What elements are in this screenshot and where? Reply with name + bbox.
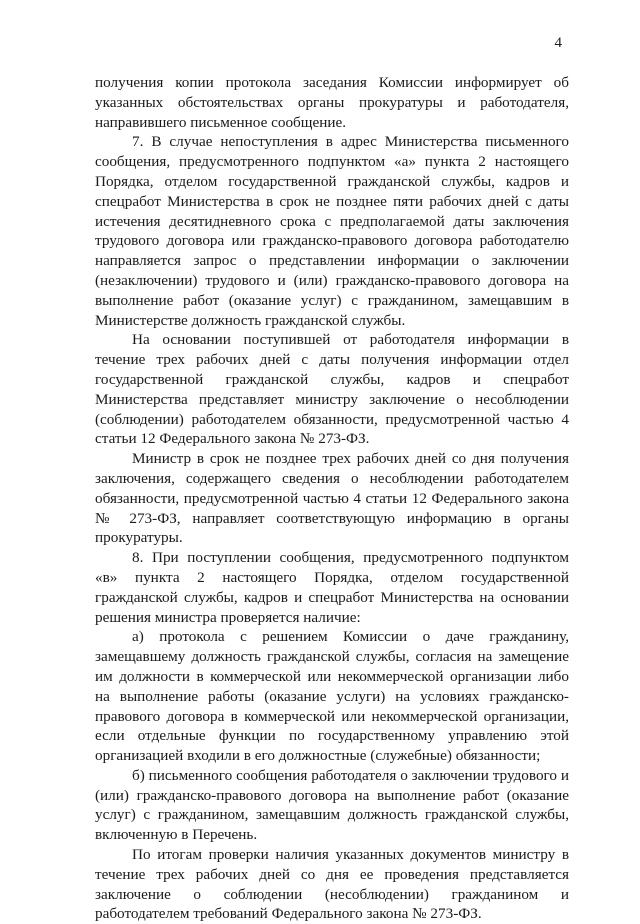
paragraph-subitem-b: б) письменного сообщения работодателя о заключении трудового и (или) гражданско-правового договора на выполнение работ (оказание услуг) с гражданином, замещавшим должность гражданской службы, включенную в Перечень. [95, 766, 569, 844]
paragraph-item-8: 8. При поступлении сообщения, предусмотренного подпунктом «в» пункта 2 настоящего Порядка, отделом государственной гражданской службы, кадров и спецработ Министерства на основании решения министра проверяется наличие: [95, 549, 569, 626]
paragraph-employer-info: На основании поступившей от работодателя информации в течение трех рабочих дней с даты получения информации отдел государственной гражданской службы, кадров и спецработ Министерства представляет министру заключение о несоблюдении (соблюдении) работодателем обязанности, предусмотренной частью 4 статьи 12 Федерального закона № 273-ФЗ. [95, 331, 569, 448]
paragraph-check-results: По итогам проверки наличия указанных документов министру в течение трех рабочих дней со дня ее проведения представляется заключение о соблюдении (несоблюдении) гражданином и работодателем требований Федерального закона № 273-ФЗ. [95, 846, 569, 923]
paragraph-item-7: 7. В случае непоступления в адрес Министерства письменного сообщения, предусмотренного подпунктом «а» пункта 2 настоящего Порядка, отделом государственной гражданской службы, кадров и спецработ Министерства в срок не позднее пяти рабочих дней с даты истечения десятидневного срока с предполагаемой даты заключения трудового договора или гражданско-правового договора работодателю направляется запрос о представлении информации о заключении (незаключении) трудового и (или) гражданско-правового договора на выполнение работ (оказание услуг) с гражданином, замещавшим в Министерстве должность гражданской службы. [95, 133, 569, 329]
document-body [95, 73, 569, 924]
paragraph-subitem-a: а) протокола с решением Комиссии о даче гражданину, замещавшему должность гражданской службы, согласия на замещение им должности в коммерческой или некоммерческой организации либо на выполнение работы (оказание услуги) на условиях гражданско-правового договора в коммерческой или некоммерческой организации, если отдельные функции по государственному управлению этой организацией входили в его должностные (служебные) обязанности; [95, 628, 569, 765]
paragraph-continuation: получения копии протокола заседания Комиссии информирует об указанных обстоятельствах органы прокуратуры и работодателя, направившего письменное сообщение. [95, 74, 569, 131]
page-number: 4 [554, 35, 562, 51]
paragraph-minister-term: Министр в срок не позднее трех рабочих дней со дня получения заключения, содержащего сведения о несоблюдении работодателем обязанности, предусмотренной частью 4 статьи 12 Федерального закона № 273-ФЗ, направляет соответствующую информацию в органы прокуратуры. [95, 450, 569, 547]
